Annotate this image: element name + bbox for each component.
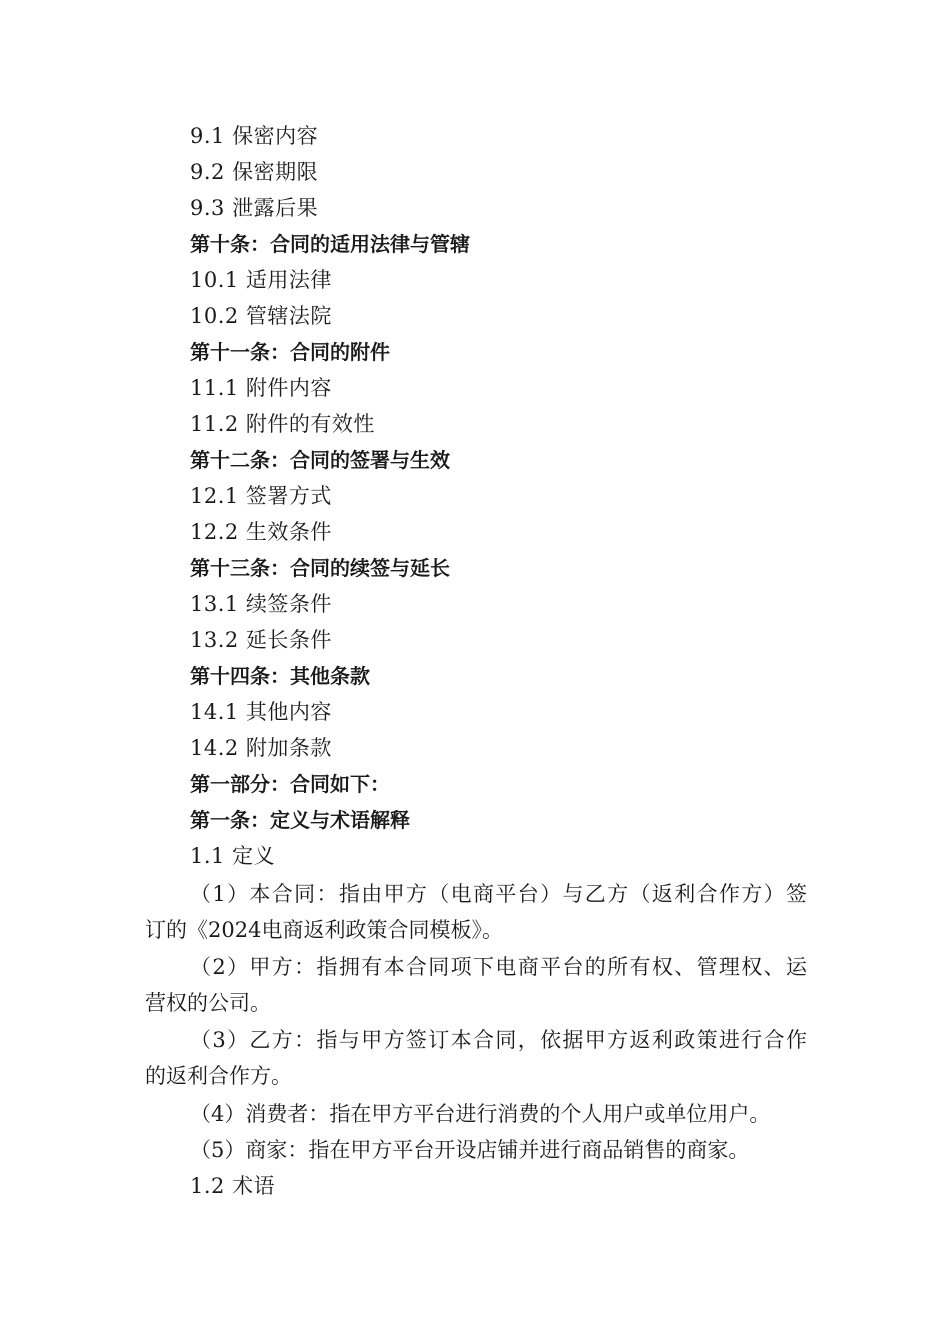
section-heading: 第一条：定义与术语解释 xyxy=(190,808,410,832)
definition-first-line: （2）甲方：指拥有本合同项下电商平台的所有权、管理权、运 xyxy=(190,955,807,979)
section-heading: 第十条：合同的适用法律与管辖 xyxy=(190,232,470,256)
part-heading: 第一部分：合同如下： xyxy=(190,772,390,796)
definition-continuation: 订的《2024电商返利政策合同模板》。 xyxy=(145,918,503,942)
toc-line: 9.3 泄露后果 xyxy=(190,196,319,220)
definition-paragraph xyxy=(145,949,807,1021)
toc-line: 13.1 续签条件 xyxy=(190,592,332,616)
definition-continuation: 的返利合作方。 xyxy=(145,1064,292,1088)
section-heading: 第十一条：合同的附件 xyxy=(190,340,390,364)
toc-line: 1.2 术语 xyxy=(190,1174,276,1198)
toc-line: 9.2 保密期限 xyxy=(190,160,319,184)
section-heading: 第十四条：其他条款 xyxy=(190,664,370,688)
definition-first-line: （1）本合同：指由甲方（电商平台）与乙方（返利合作方）签 xyxy=(190,882,807,906)
toc-line: 12.2 生效条件 xyxy=(190,520,332,544)
definition-line: （4）消费者：指在甲方平台进行消费的个人用户或单位用户。 xyxy=(190,1102,771,1126)
definition-continuation: 营权的公司。 xyxy=(145,991,271,1015)
toc-line: 13.2 延长条件 xyxy=(190,628,332,652)
toc-line: 11.2 附件的有效性 xyxy=(190,412,375,436)
section-heading: 第十三条：合同的续签与延长 xyxy=(190,556,450,580)
definition-first-line: （3）乙方：指与甲方签订本合同，依据甲方返利政策进行合作 xyxy=(190,1028,807,1052)
toc-line: 10.2 管辖法院 xyxy=(190,304,332,328)
toc-line: 14.1 其他内容 xyxy=(190,700,332,724)
toc-line: 14.2 附加条款 xyxy=(190,736,332,760)
toc-line: 10.1 适用法律 xyxy=(190,268,332,292)
definition-paragraph xyxy=(145,1022,807,1094)
definition-paragraph xyxy=(145,876,807,948)
toc-line: 1.1 定义 xyxy=(190,844,276,868)
toc-line: 12.1 签署方式 xyxy=(190,484,332,508)
section-heading: 第十二条：合同的签署与生效 xyxy=(190,448,450,472)
definition-line: （5）商家：指在甲方平台开设店铺并进行商品销售的商家。 xyxy=(190,1138,750,1162)
toc-line: 9.1 保密内容 xyxy=(190,124,319,148)
toc-line: 11.1 附件内容 xyxy=(190,376,332,400)
